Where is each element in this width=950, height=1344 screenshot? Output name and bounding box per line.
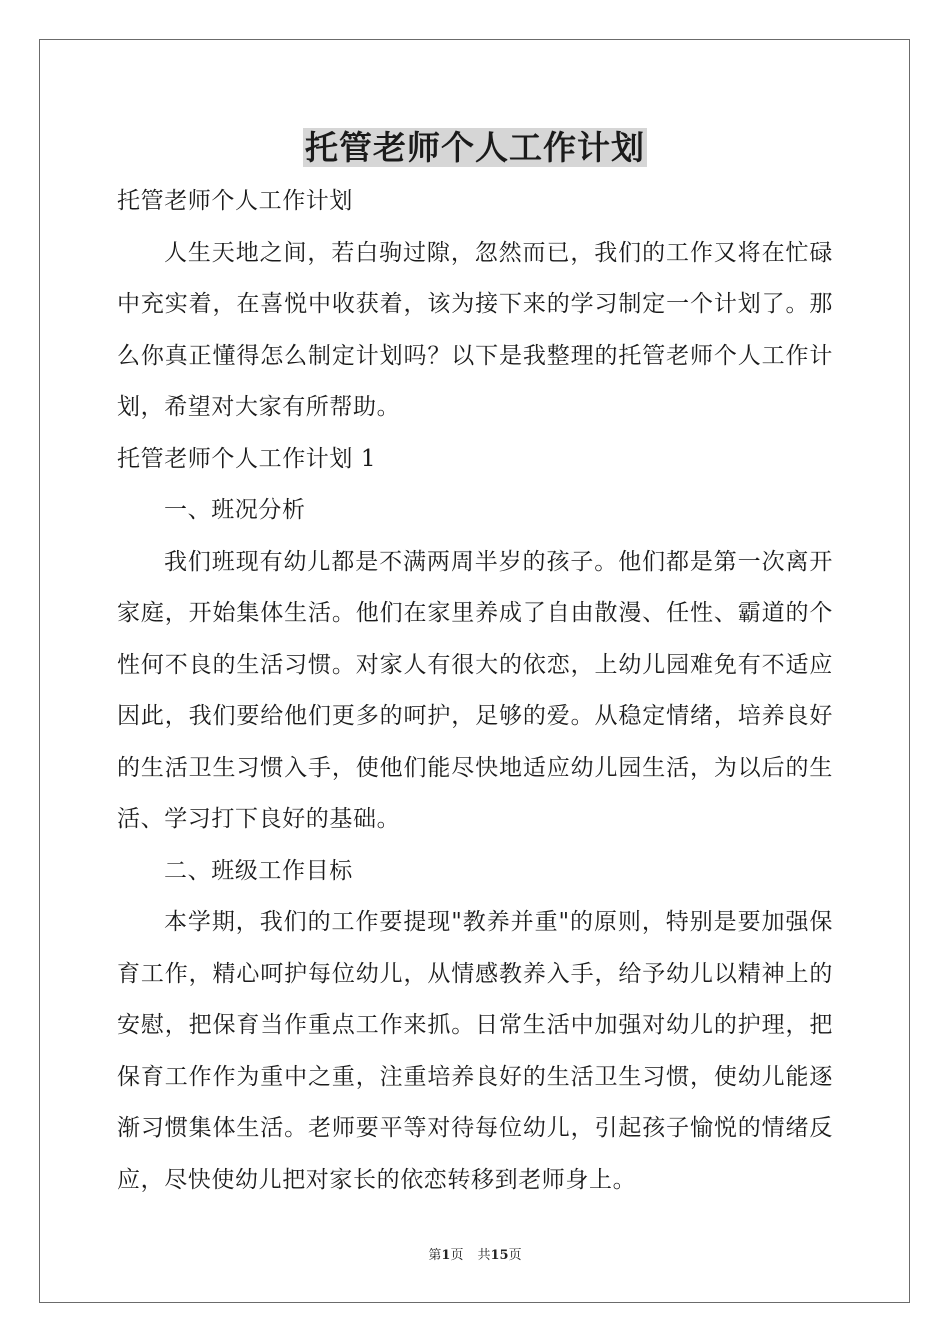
paragraph-intro: 人生天地之间，若白驹过隙，忽然而已，我们的工作又将在忙碌中充实着，在喜悦中收获着，该为接下来的学习制定一个计划了。那么你真正懂得怎么制定计划吗？以下是我整理的托管老师个人工作计划，希望对大家有所帮助。 xyxy=(117,239,833,420)
footer-page-total: 15 xyxy=(490,1248,509,1263)
subheading-class-analysis: 一、班况分析 xyxy=(164,497,306,523)
document-title-text: 托管老师个人工作计划 xyxy=(305,128,645,167)
subheading-class-goals: 二、班级工作目标 xyxy=(164,857,353,884)
footer-page-prefix: 第 xyxy=(428,1248,442,1263)
footer-page-suffix: 页 xyxy=(450,1248,464,1263)
footer-total-suffix: 页 xyxy=(508,1248,522,1263)
paragraph-class-goals: 本学期，我们的工作要提现"教养并重"的原则，特别是要加强保育工作，精心呵护每位幼儿，从情感教养入手，给予幼儿以精神上的安慰，把保育当作重点工作来抓。日常生活中加强对幼儿的护理，把保育工作作为重中之重，注重培养良好的生活卫生习惯，使幼儿能逐渐习惯集体生活。老师要平等对待每位幼儿，引起孩子愉悦的情绪反应，尽快使幼儿把对家长的依恋转移到老师身上。 xyxy=(117,909,833,1193)
paragraph-class-analysis: 我们班现有幼儿都是不满两周半岁的孩子。他们都是第一次离开家庭，开始集体生活。他们在家里养成了自由散漫、任性、霸道的个性何不良的生活习惯。对家人有很大的依恋，上幼儿园难免有不适应因此，我们要给他们更多的呵护，足够的爱。从稳定情绪，培养良好的生活卫生习惯入手，使他们能尽快地适应幼儿园生活，为以后的生活、学习打下良好的基础。 xyxy=(117,548,833,832)
paragraph-subtitle: 托管老师个人工作计划 xyxy=(117,188,353,214)
footer-total-prefix: 共 xyxy=(477,1248,491,1263)
page-footer xyxy=(0,1247,950,1265)
document-body xyxy=(117,176,833,1206)
document-title xyxy=(0,126,950,170)
section-heading-plan-1: 托管老师个人工作计划 1 xyxy=(117,445,377,472)
footer-page-current: 1 xyxy=(441,1248,451,1263)
